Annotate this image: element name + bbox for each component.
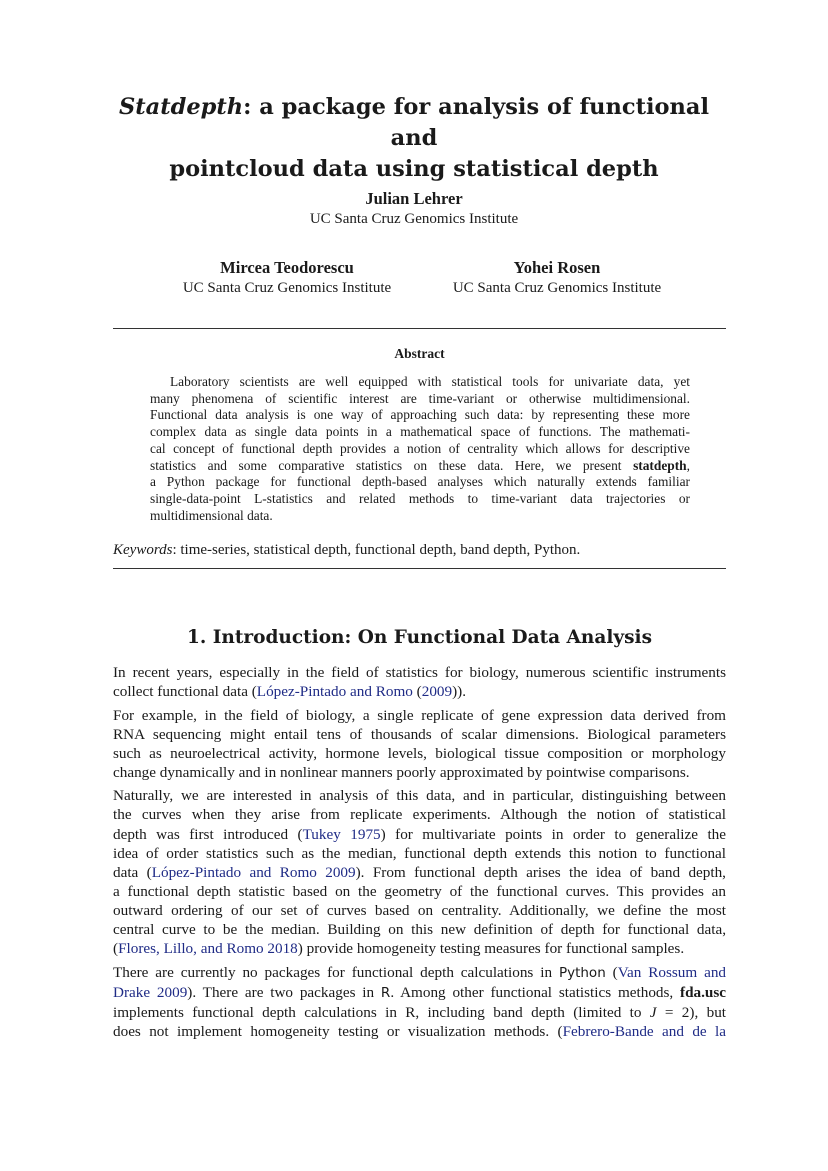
abstract-line: Laboratory scientists are well equipped with statistical tools for univariate data, yet	[170, 374, 690, 389]
citation-link[interactable]: Van Rossum and	[617, 963, 727, 981]
abstract-body	[150, 374, 690, 524]
author-block-1	[214, 189, 614, 229]
title-line-2: pointcloud data using statistical depth	[169, 156, 659, 182]
abstract-line: complex data as single data points in a mathematical space of functions. The mathemati-	[150, 424, 690, 440]
paragraph-2: For example, in the field of biology, a single replicate of gene expression data derived from RNA sequencing might entail tens of thousands of scalar dimensions. Biological parameters such as neuroelectrical activity, hormone levels, biological tissue composition or morphology change dynamically and in nonlinear manners poorly approximated by pointwise comparisons.	[113, 706, 726, 781]
keywords-text: : time-series, statistical depth, functional depth, band depth, Python.	[172, 542, 581, 558]
citation-link[interactable]: Drake 2009	[113, 983, 188, 1001]
title-line-1: Statdepth: a package for analysis of functional and	[118, 94, 710, 151]
citation-link[interactable]: Flores, Lillo, and Romo 2018	[118, 940, 298, 958]
abstract-line: multidimensional data.	[150, 507, 273, 523]
abstract-line: statistics and some comparative statistics on these data. Here, we present statdepth,	[150, 457, 690, 473]
abstract-heading: Abstract	[394, 346, 445, 361]
code-r: R	[380, 984, 391, 1001]
citation-link[interactable]: Tukey 1975	[302, 825, 381, 843]
abstract-line: cal concept of functional depth provides a notion of centrality which allows for descriptive	[150, 440, 690, 456]
math-variable: J	[649, 1003, 657, 1021]
author-name: Yohei Rosen	[513, 258, 601, 277]
author-affiliation: UC Santa Cruz Genomics Institute	[309, 211, 519, 227]
section-heading: 1. Introduction: On Functional Data Analysis	[186, 627, 652, 648]
author-affiliation: UC Santa Cruz Genomics Institute	[182, 280, 392, 296]
package-fda-usc: fda.usc	[680, 983, 727, 1001]
citation-link[interactable]: Febrero-Bande and de la	[562, 1022, 726, 1040]
body-text	[113, 663, 726, 1045]
abstract-line: Functional data analysis is one way of approaching such data: by representing these more	[150, 407, 690, 423]
package-name: statdepth	[633, 457, 687, 473]
abstract-line: a Python package for functional depth-based analyses which naturally extends familiar	[150, 474, 690, 490]
abstract-line: single-data-point L-statistics and related methods to time-variant data trajectories or	[150, 490, 690, 506]
author-block-2	[158, 258, 416, 298]
author-block-3	[428, 258, 686, 298]
divider-top	[113, 328, 726, 329]
paragraph-1: In recent years, especially in the field of statistics for biology, numerous scientific instruments collect functional data (López-Pintado and Romo (2009)).	[113, 664, 726, 701]
author-name: Mircea Teodorescu	[220, 258, 354, 277]
citation-link[interactable]: López-Pintado and Romo	[256, 683, 413, 701]
citation-link[interactable]: López-Pintado and Romo 2009	[151, 863, 356, 881]
keywords	[113, 540, 726, 560]
abstract-line: many phenomena of scientific interest are time-variant or otherwise multidimensional.	[150, 390, 690, 406]
paragraph-4: There are currently no packages for functional depth calculations in Python (Van Rossum and Drake 2009). There are two packages in R. Among other functional statistics methods, fda.usc implements functional depth calculations in R, including band depth (limited to J = 2), but does not implement homogeneity testing or visualization methods. (Febrero-Bande and de la	[113, 963, 727, 1040]
keywords-label: Keywords	[113, 542, 173, 558]
divider-bottom	[113, 568, 726, 569]
code-python: Python	[558, 964, 606, 981]
title-package-name: Statdepth	[118, 94, 244, 120]
citation-link[interactable]: 2009	[421, 683, 453, 701]
paragraph-3: Naturally, we are interested in analysis of this data, and in particular, distinguishing between the curves when they arise from replicate experiments. Although the notion of statistical depth was first introduced (Tukey 1975) for multivariate points in order to generalize the idea of order statistics such as the median, functional depth extends this notion to functional data (López-Pintado and Romo 2009). From functional depth arises the idea of band depth, a functional depth statistic based on the geometry of the functional curves. This provides an outward ordering of our set of curves based on centrality. Additionally, we define the most central curve to be the median. Building on this new definition of depth for functional data, (Flores, Lillo, and Romo 2018) provide homogeneity testing measures for functional samples.	[113, 787, 726, 958]
author-affiliation: UC Santa Cruz Genomics Institute	[452, 280, 662, 296]
author-name: Julian Lehrer	[365, 189, 463, 208]
paper-title	[100, 92, 728, 185]
